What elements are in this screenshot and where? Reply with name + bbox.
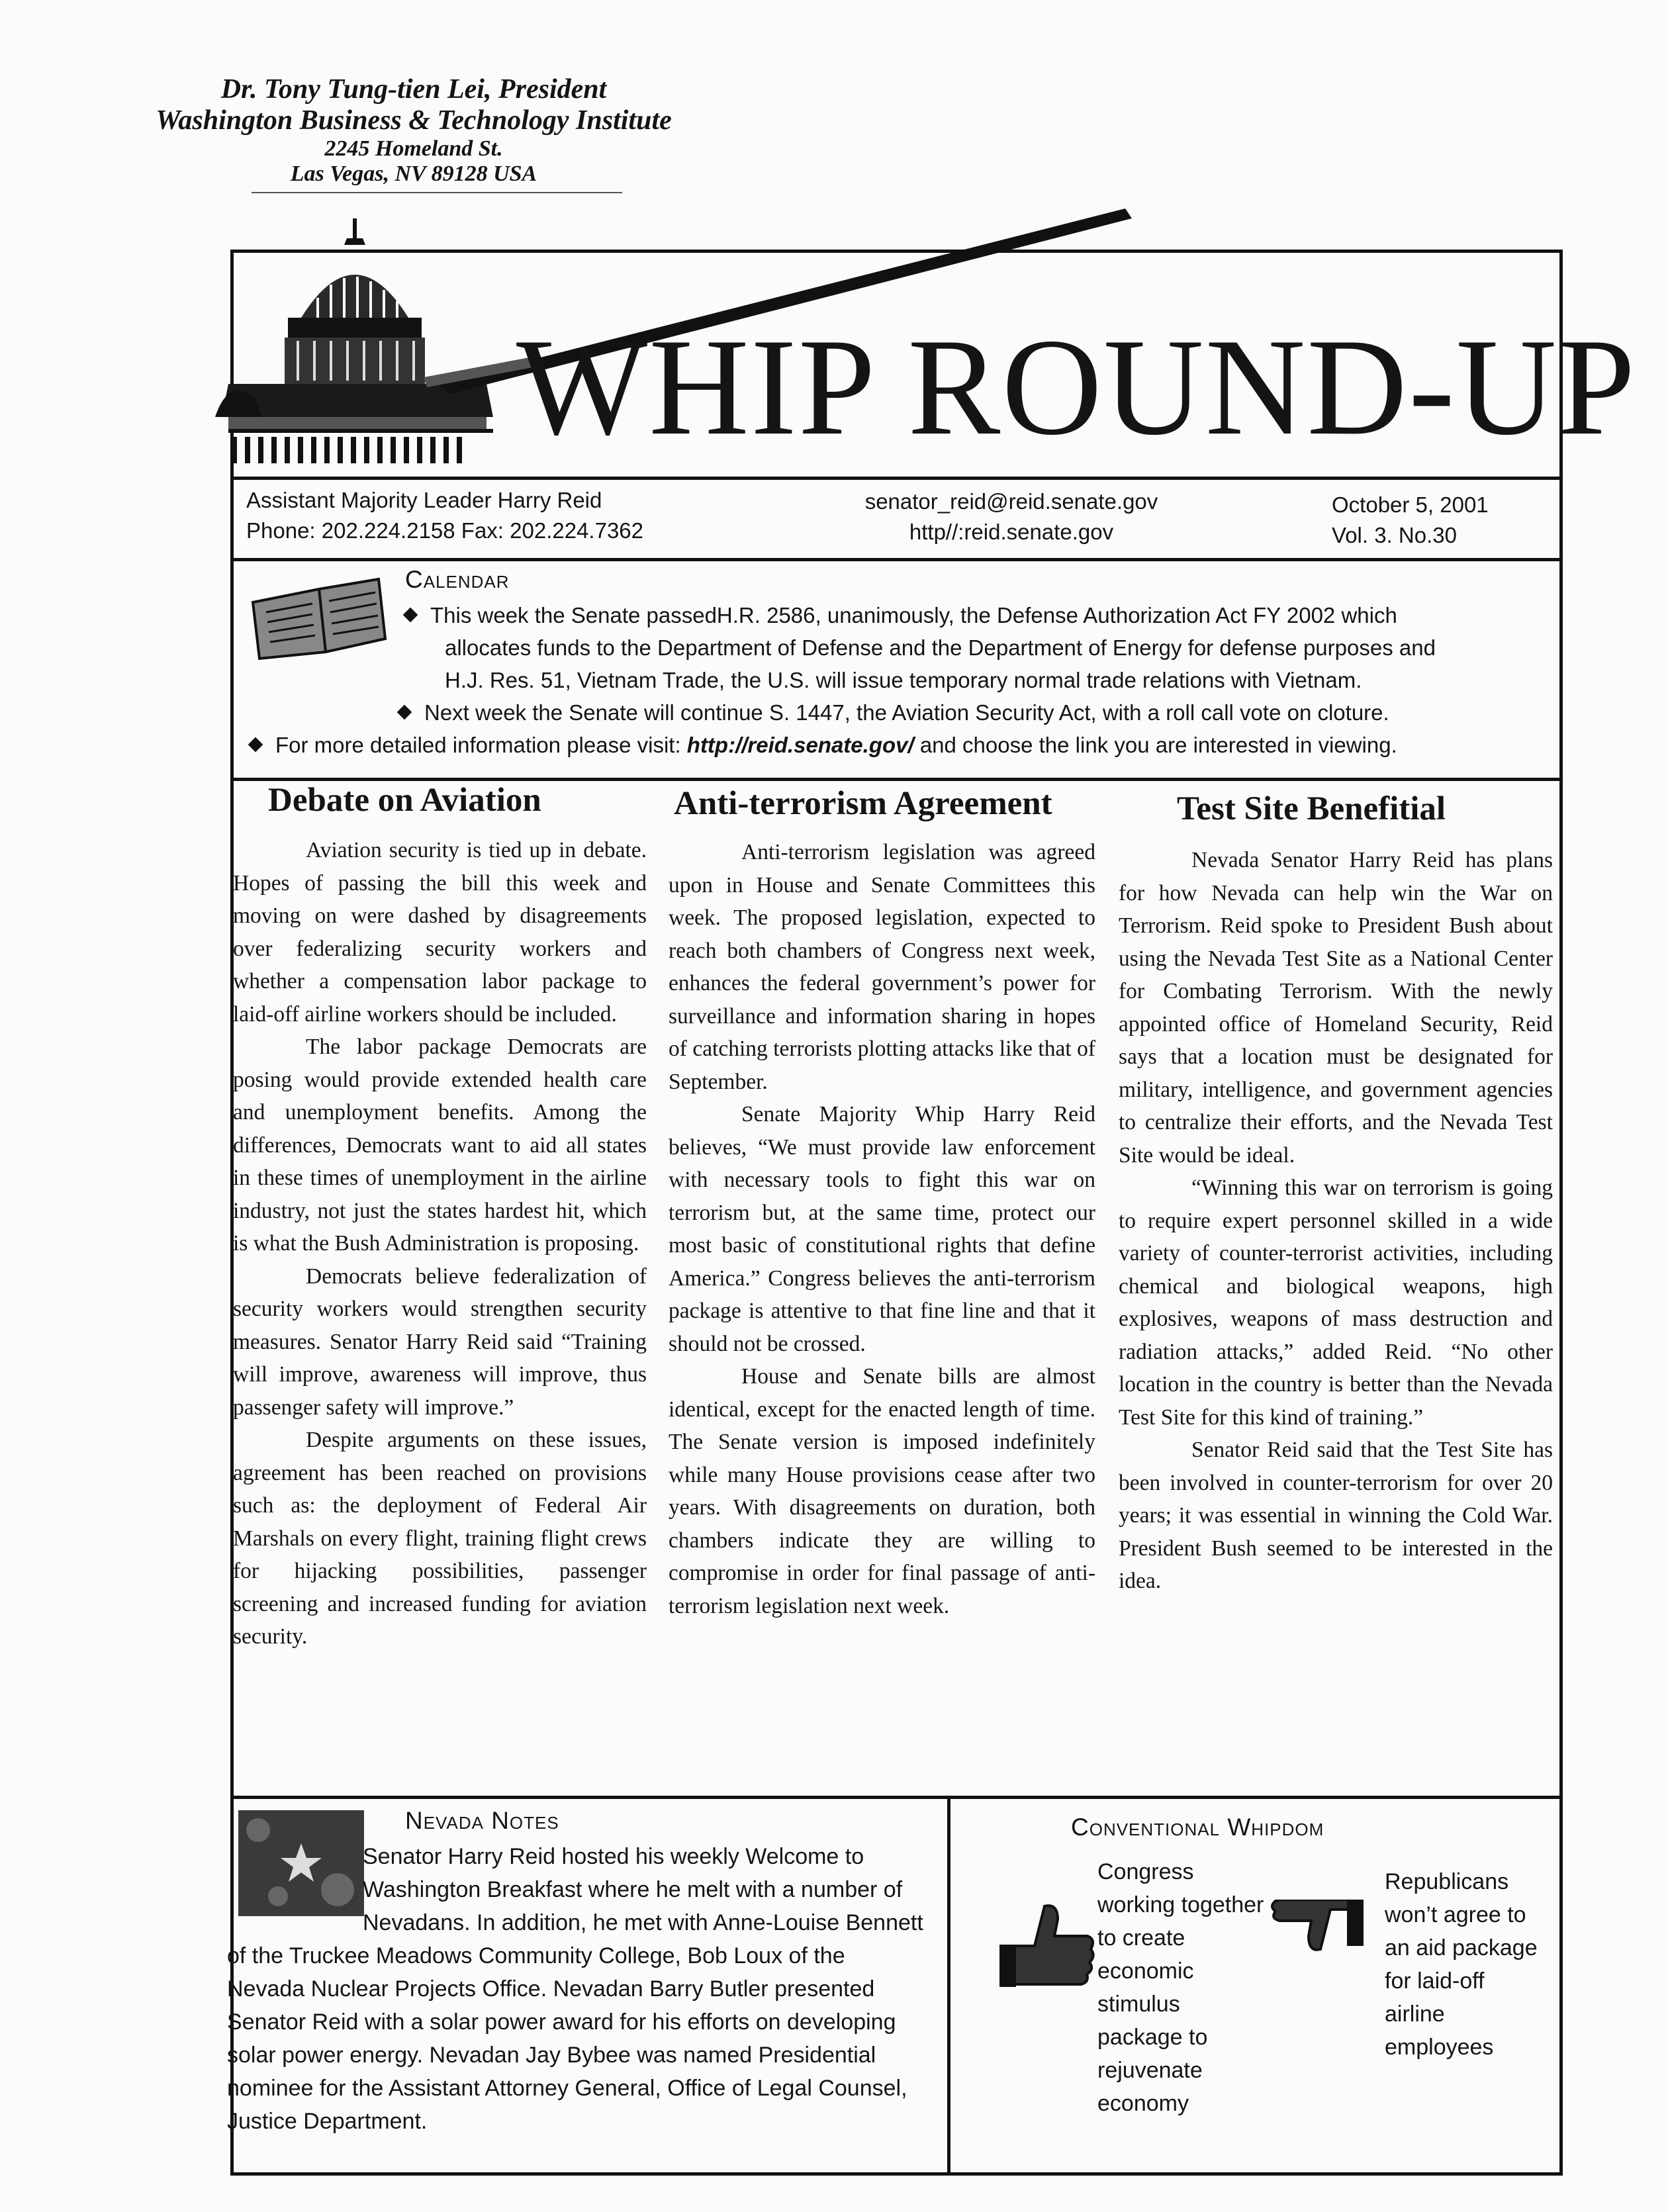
calendar-item-2-text: Next week the Senate will continue S. 1447, the Aviation Security Act, with a roll call vote on cloture.	[424, 700, 1389, 725]
bullet-diamond-icon	[397, 705, 412, 720]
nevada-notes-text	[227, 1840, 929, 2138]
photo-spacer	[227, 1840, 363, 1939]
bullet-diamond-icon	[248, 737, 263, 753]
info-divider	[230, 558, 1563, 561]
aviation-paragraph-3: Democrats believe federalization of security workers would strengthen security measures. Senator Harry Reid said “Training will improve, awareness will improve, thus passenger safety will improve.”	[233, 1264, 647, 1420]
whipdom-heading: Conventional Whipdom	[1071, 1814, 1324, 1841]
thumbs-down-icon	[1268, 1900, 1367, 1992]
issue-info	[1332, 490, 1489, 550]
aviation-paragraph-2: The labor package Democrats are posing would provide extended health care and unemployment benefits. Among the differences, Democrats want to aid all states in these times of unemployment in the airline industry, not just the states hardest hit, which is what the Bush Administration is proposing.	[233, 1035, 647, 1256]
sender-institute: Washington Business & Technology Institute	[156, 105, 672, 136]
nevada-notes-heading: Nevada Notes	[405, 1807, 559, 1834]
leader-name: Assistant Majority Leader Harry Reid	[246, 488, 602, 512]
sender-address	[116, 74, 712, 187]
issue-date: October 5, 2001	[1332, 492, 1489, 517]
newspaper-icon	[246, 576, 392, 662]
articles-divider	[230, 1796, 1563, 1799]
aviation-headline: Debate on Aviation	[268, 782, 541, 819]
testsite-headline: Test Site Benefitial	[1177, 790, 1446, 827]
sender-name: Dr. Tony Tung-tien Lei, President	[220, 74, 607, 105]
contact-middle	[813, 486, 1210, 547]
antiterror-paragraph-1: Anti-terrorism legislation was agreed upon in House and Senate Committees this week. The proposed legislation, expected to reach both chambers of Congress next week, enhances the federal government’s power for surveillance and information sharing in hopes of catching terrorists plotting attacks like that of September.	[669, 840, 1095, 1094]
masthead-title: WHIP ROUND-UP	[516, 310, 1637, 464]
whipdom-thumbs-up-text: Congress working together to create economic stimulus package to rejuvenate economy	[1097, 1859, 1264, 2116]
antiterror-paragraph-3: House and Senate bills are almost identical, except for the enacted length of time. The Senate version is imposed indefinitely while many House provisions cease after two years. With disagreements on duration, both chambers indicate they are willing to compromise in order for final passage of anti-terrorism legislation next week.	[669, 1364, 1095, 1618]
calendar-item-1-line-1: This week the Senate passedH.R. 2586, unanimously, the Defense Authorization Act FY 2002 which	[430, 603, 1397, 627]
bullet-diamond-icon	[403, 608, 418, 623]
antiterror-paragraph-2: Senate Majority Whip Harry Reid believes, “We must provide law enforcement with necessary tools to fight this war on terrorism but, at the same time, protect our most basic of constitutional rights that define America.” Congress believes the anti-terrorism package is attentive to that fine line and that it should not be crossed.	[669, 1102, 1095, 1356]
calendar-item-1	[405, 599, 1397, 631]
email-link[interactable]: senator_reid@reid.senate.gov	[864, 489, 1158, 514]
calendar-item-2	[399, 696, 1389, 729]
antiterror-headline: Anti-terrorism Agreement	[674, 785, 1052, 822]
testsite-article	[1119, 844, 1553, 1598]
calendar-item-3-suffix: and choose the link you are interested in viewing.	[913, 733, 1397, 757]
calendar-item-3-prefix: For more detailed information please visit:	[275, 733, 687, 757]
testsite-paragraph-2: “Winning this war on terrorism is going to require expert personnel skilled in a wide variety of counter-terrorist activities, including chemical and biological weapons, high explosives, weapons of mass destruction and radiation attacks,” added Reid. “No other location in the country is better than the Nevada Test Site for this kind of training.”	[1119, 1175, 1553, 1430]
thumbs-up-icon	[998, 1900, 1097, 1992]
website-link[interactable]: http//:reid.senate.gov	[909, 519, 1114, 544]
aviation-paragraph-1: Aviation security is tied up in debate. Hopes of passing the bill this week and moving on were dashed by disagreements over federalizing security workers and whether a compensation labor package to laid-off airline workers should be included.	[233, 838, 647, 1027]
calendar-item-3	[250, 729, 1397, 761]
nevada-notes-body: Senator Harry Reid hosted his weekly Welcome to Washington Breakfast where he melt with a number of Nevadans. In addition, he met with Anne-Louise Bennett of the Truckee Meadows Community College, Bob Loux of the Nevada Nuclear Projects Office. Nevadan Barry Butler presented Senator Reid with a solar power award for his efforts on developing solar power energy. Nevadan Jay Bybee was named Presidential nominee for the Assistant Attorney General, Office of Legal Counsel, Justice Department.	[227, 1844, 923, 2134]
bottom-box-divider	[947, 1796, 950, 2176]
sender-underline	[252, 192, 622, 193]
testsite-paragraph-3: Senator Reid said that the Test Site has been involved in counter-terrorism for over 20 years; it was essential in winning the Cold War. President Bush seemed to be interested in the idea.	[1119, 1438, 1553, 1593]
calendar-heading: Calendar	[405, 566, 510, 593]
aviation-paragraph-4: Despite arguments on these issues, agreement has been reached on provisions such as: the deployment of Federal Air Marshals on every flight, training flight crews for hijacking possibilities, passenger screening and increased funding for aviation security.	[233, 1428, 647, 1649]
calendar-item-1-line-3: H.J. Res. 51, Vietnam Trade, the U.S. will issue temporary normal trade relations with Vietnam.	[445, 668, 1362, 692]
antiterror-article	[669, 836, 1095, 1622]
aviation-article	[233, 834, 647, 1653]
calendar-item-1-line-2: allocates funds to the Department of Defense and the Department of Energy for defense purposes and	[445, 635, 1436, 660]
sender-city: Las Vegas, NV 89128 USA	[290, 161, 537, 187]
whipdom-thumbs-down-text: Republicans won’t agree to an aid package for laid-off airline employees	[1385, 1869, 1538, 2060]
testsite-paragraph-1: Nevada Senator Harry Reid has plans for how Nevada can help win the War on Terrorism. Reid spoke to President Bush about using the Nevada Test Site as a National Center for Combating Terrorism. With the newly appointed office of Homeland Security, Reid says that a location must be designated for military, intelligence, and government agencies to centralize their efforts, and the Nevada Test Site would be ideal.	[1119, 848, 1553, 1168]
sender-street: 2245 Homeland St.	[324, 136, 503, 161]
issue-volume: Vol. 3. No.30	[1332, 522, 1457, 547]
senate-website-link[interactable]: http://reid.senate.gov/	[686, 733, 914, 757]
contact-left	[246, 485, 643, 545]
phone-fax: Phone: 202.224.2158 Fax: 202.224.7362	[246, 518, 644, 543]
